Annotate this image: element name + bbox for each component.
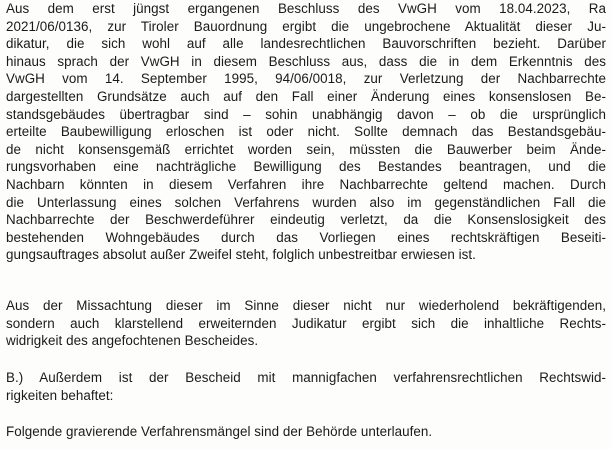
text-line: erteilte Baubewilligung erloschen ist oder nicht. Sollte demnach das Bestandsgebäu- — [6, 124, 606, 140]
paragraph-procedural-defects-heading — [6, 369, 606, 404]
text-line: hinaus sprach der VwGH in diesem Beschluss aus, dass die in dem Erkenntnis des — [6, 53, 606, 69]
text-line: bestehenden Wohngebäudes durch das Vorliegen eines rechtskräftigen Beseiti- — [6, 229, 606, 245]
paragraph-vwgh-decision — [6, 0, 606, 264]
text-line: dargestellten Grundsätze auch auf den Fall einer Änderung eines konsenslosen Be- — [6, 88, 606, 104]
text-line: Aus der Missachtung dieser im Sinne dieser nicht nur wiederholend bekräftigenden, — [6, 298, 606, 313]
text-line: VwGH vom 14. September 1995, 94/06/0018, zur Verletzung der Nachbarrechte — [6, 71, 606, 87]
text-line: gungsauftrages absolut außer Zweifel steht, folglich unbestreitbar erwiesen ist. — [6, 247, 476, 263]
text-line: rungsvorhaben eine nachträgliche Bewilligung des Bestandes beantragen, und die — [6, 159, 606, 175]
text-line: die Unterlassung eines solchen Verfahrens wurden also im gegenständlichen Fall die — [6, 194, 606, 210]
paragraph-procedural-defects-intro — [6, 423, 606, 441]
text-line: rigkeiten behaftet: — [6, 387, 114, 403]
text-line: Nachbarn könnten in diesem Verfahren ihre Nachbarrechte geltend machen. Durch — [6, 176, 606, 192]
text-line: sondern auch klarstellend erweiternden Judikatur ergibt sich die inhaltliche Rechts- — [6, 315, 606, 331]
text-line: Aus dem erst jüngst ergangenen Beschluss des VwGH vom 18.04.2023, Ra — [6, 1, 606, 16]
text-line: B.) Außerdem ist der Bescheid mit mannigfachen verfahrensrechtlichen Rechtswid- — [6, 370, 606, 385]
text-line: Folgende gravierende Verfahrensmängel sind der Behörde unterlaufen. — [6, 424, 433, 439]
text-line: 2021/06/0136, zur Tiroler Bauordnung ergibt die ungebrochene Aktualität dieser Ju- — [6, 18, 606, 34]
paragraph-unlawfulness-content — [6, 297, 606, 350]
text-line: standsgebäudes übertragbar sind – sohin unabhängig davon – ob die ursprünglich — [6, 106, 606, 122]
text-line: de nicht konsensgemäß errichtet worden sein, müssten die Bauwerber beim Ände- — [6, 141, 606, 157]
text-line: widrigkeit des angefochtenen Bescheides. — [6, 333, 259, 349]
text-line: dikatur, die sich wohl auf alle landesrechtlichen Bauvorschriften bezieht. Darüber — [6, 36, 606, 52]
text-line: Nachbarrechte der Beschwerdeführer eindeutig verletzt, da die Konsenslosigkeit des — [6, 212, 606, 228]
